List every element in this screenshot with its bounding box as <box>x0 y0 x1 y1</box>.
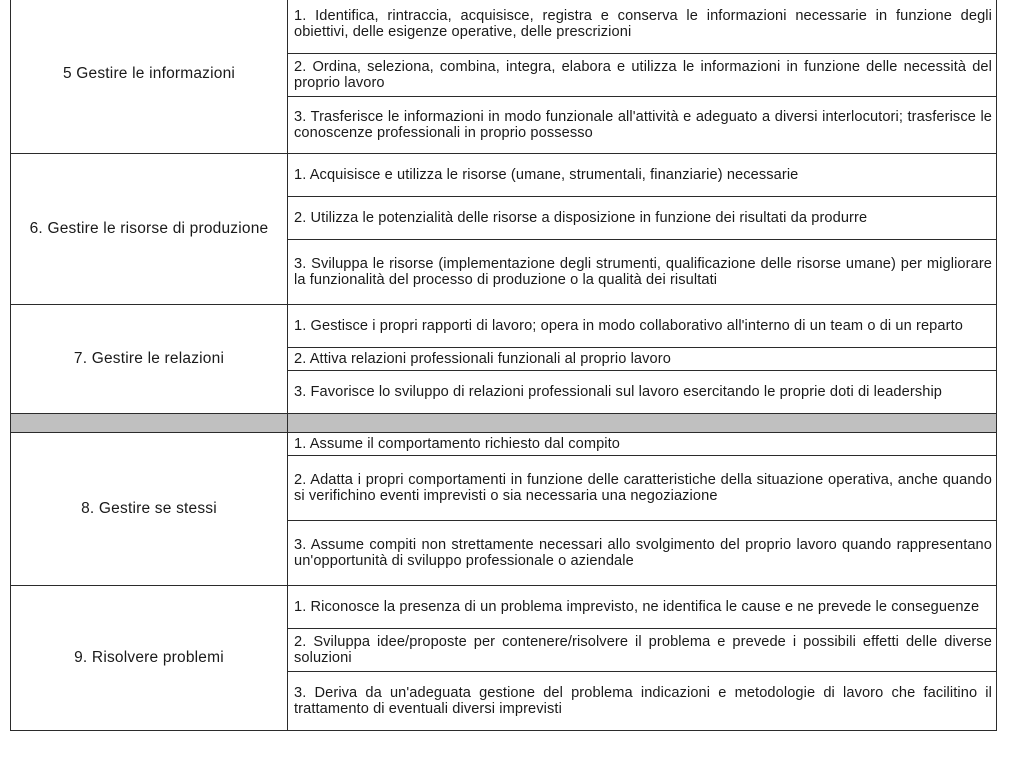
area-cell-gestire-risorse: 6. Gestire le risorse di produzione <box>11 154 288 305</box>
table-row <box>11 305 997 348</box>
achievement-cell: 3. Favorisce lo sviluppo di relazioni professionali sul lavoro esercitando le proprie doti di leadership <box>288 371 997 414</box>
table-row-spacer <box>11 414 997 433</box>
area-cell-risolvere-problemi: 9. Risolvere problemi <box>11 586 288 731</box>
achievement-cell: 2. Attiva relazioni professionali funzionali al proprio lavoro <box>288 348 997 371</box>
achievement-cell: 3. Sviluppa le risorse (implementazione degli strumenti, qualificazione delle risorse umane) per migliorare la funzionalità del processo di produzione o la qualità dei risultati <box>288 240 997 305</box>
achievement-cell: 2. Utilizza le potenzialità delle risorse a disposizione in funzione dei risultati da produrre <box>288 197 997 240</box>
achievement-cell: 1. Gestisce i propri rapporti di lavoro; opera in modo collaborativo all'interno di un team o di un reparto <box>288 305 997 348</box>
table-row <box>11 433 997 456</box>
achievement-cell: 3. Deriva da un'adeguata gestione del problema indicazioni e metodologie di lavoro che facilitino il trattamento di eventuali diversi imprevisti <box>288 672 997 731</box>
spacer-cell <box>288 414 997 433</box>
achievement-cell: 1. Acquisisce e utilizza le risorse (umane, strumentali, finanziarie) necessarie <box>288 154 997 197</box>
achievement-cell: 2. Ordina, seleziona, combina, integra, elabora e utilizza le informazioni in funzione delle necessità del proprio lavoro <box>288 54 997 97</box>
achievement-cell: 1. Assume il comportamento richiesto dal compito <box>288 433 997 456</box>
table-row <box>11 154 997 197</box>
competency-table <box>10 0 997 731</box>
achievement-cell: 2. Adatta i propri comportamenti in funzione delle caratteristiche della situazione operativa, anche quando si verifichino eventi imprevisti o sia necessaria una negoziazione <box>288 456 997 521</box>
area-cell-gestire-se-stessi: 8. Gestire se stessi <box>11 433 288 586</box>
spacer-cell <box>11 414 288 433</box>
achievement-cell: 1. Riconosce la presenza di un problema imprevisto, ne identifica le cause e ne prevede le conseguenze <box>288 586 997 629</box>
area-cell-gestire-relazioni: 7. Gestire le relazioni <box>11 305 288 414</box>
achievement-cell: 1. Identifica, rintraccia, acquisisce, registra e conserva le informazioni necessarie in funzione degli obiettivi, delle esigenze operative, delle prescrizioni <box>288 0 997 54</box>
table-row <box>11 0 997 54</box>
achievement-cell: 3. Assume compiti non strettamente necessari allo svolgimento del proprio lavoro quando rappresentano un'opportunità di sviluppo professionale o aziendale <box>288 521 997 586</box>
table-row <box>11 586 997 629</box>
area-cell-gestire-informazioni: 5 Gestire le informazioni <box>11 0 288 154</box>
achievement-cell: 3. Trasferisce le informazioni in modo funzionale all'attività e adeguato a diversi interlocutori; trasferisce le conoscenze professionali in proprio possesso <box>288 97 997 154</box>
achievement-cell: 2. Sviluppa idee/proposte per contenere/risolvere il problema e prevede i possibili effetti delle diverse soluzioni <box>288 629 997 672</box>
